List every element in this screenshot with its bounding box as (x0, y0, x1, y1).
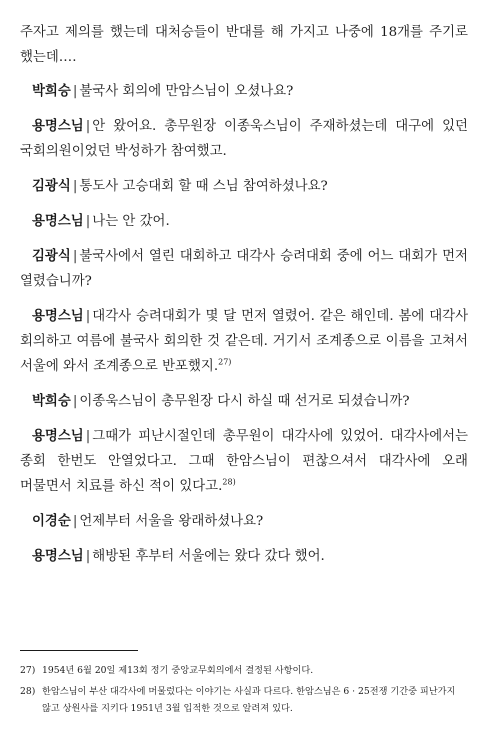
speaker-name: 용명스님 (32, 213, 84, 229)
dialogue-line (20, 509, 468, 534)
dialogue-text: 안 왔어요. 총무원장 이종욱스님이 주재하셨는데 대구에 있던 국회의원이었던 박성하가 참여했고. (20, 119, 468, 159)
dialogue-line (20, 209, 468, 234)
footnote-text: 한암스님이 부산 대각사에 머물렀다는 이야기는 사실과 다르다. 한암스님은 6 · 25전쟁 기간중 피난가지 않고 상원사를 지키다 1951년 3월 입적한 것으로 알려져 있다. (42, 686, 456, 714)
footnote-number: 27) (20, 665, 36, 676)
speaker-separator: | (85, 309, 91, 324)
speaker-name: 이경순 (32, 513, 71, 529)
dialogue-line (20, 304, 468, 379)
speaker-name: 박희승 (32, 393, 71, 409)
footnotes (20, 662, 468, 721)
speaker-name: 박희승 (32, 83, 71, 99)
footnote-divider (20, 650, 138, 651)
footnote-reference: 28) (222, 477, 236, 487)
body-text (20, 20, 468, 579)
dialogue-line (20, 114, 468, 164)
dialogue-text: 그때가 피난시절인데 총무원이 대각사에 있었어. 대각사에서는 종회 한번도 안열었다고. 그때 한암스님이 편찮으셔서 대각사에 오래 머물면서 치료를 하신 적이 있다고. (20, 429, 468, 494)
speaker-separator: | (72, 514, 78, 529)
dialogue-line (20, 424, 468, 499)
speaker-name: 용명스님 (32, 118, 84, 134)
speaker-separator: | (85, 119, 91, 134)
dialogue-text: 통도사 고승대회 할 때 스님 참여하셨나요? (79, 179, 328, 194)
dialogue-text: 해방된 후부터 서울에는 왔다 갔다 했어. (92, 549, 325, 564)
footnote-text: 1954년 6월 20일 제13회 정기 중앙교무회의에서 결정된 사항이다. (42, 665, 314, 676)
opening-text: 주자고 제의를 했는데 대처승들이 반대를 해 가지고 나중에 18개를 주기로 했는데…. (20, 25, 468, 65)
speaker-name: 용명스님 (32, 308, 84, 324)
speaker-separator: | (72, 394, 78, 409)
footnote (20, 683, 468, 717)
speaker-separator: | (85, 429, 91, 444)
dialogue-text: 이종욱스님이 총무원장 다시 하실 때 선거로 되셨습니까? (79, 394, 410, 409)
dialogue-text: 나는 안 갔어. (92, 214, 170, 229)
speaker-separator: | (85, 549, 91, 564)
speaker-separator: | (72, 249, 78, 264)
opening-paragraph (20, 20, 468, 70)
dialogue-text: 대각사 승려대회가 몇 달 먼저 열렸어. 같은 해인데. 봄에 대각사 회의하고 여름에 불국사 회의한 것 같은데. 거기서 조계종으로 이름을 고쳐서 서울에 와서 조계종으로 반포했지. (20, 309, 468, 374)
footnote-reference: 27) (218, 357, 232, 367)
speaker-separator: | (72, 84, 78, 99)
dialogue-line (20, 174, 468, 199)
dialogue-line (20, 389, 468, 414)
dialogue-text: 불국사 회의에 만암스님이 오셨나요? (79, 84, 294, 99)
dialogue-line (20, 244, 468, 294)
dialogue-text: 불국사에서 열린 대회하고 대각사 승려대회 중에 어느 대회가 먼저 열렸습니까? (20, 249, 468, 289)
footnote (20, 662, 468, 679)
speaker-name: 용명스님 (32, 548, 84, 564)
dialogue-line (20, 79, 468, 104)
speaker-name: 김광식 (32, 178, 71, 194)
speaker-separator: | (85, 214, 91, 229)
speaker-name: 용명스님 (32, 428, 84, 444)
footnote-number: 28) (20, 686, 36, 697)
speaker-name: 김광식 (32, 248, 71, 264)
dialogue-text: 언제부터 서울을 왕래하셨나요? (79, 514, 264, 529)
dialogue-line (20, 544, 468, 569)
speaker-separator: | (72, 179, 78, 194)
